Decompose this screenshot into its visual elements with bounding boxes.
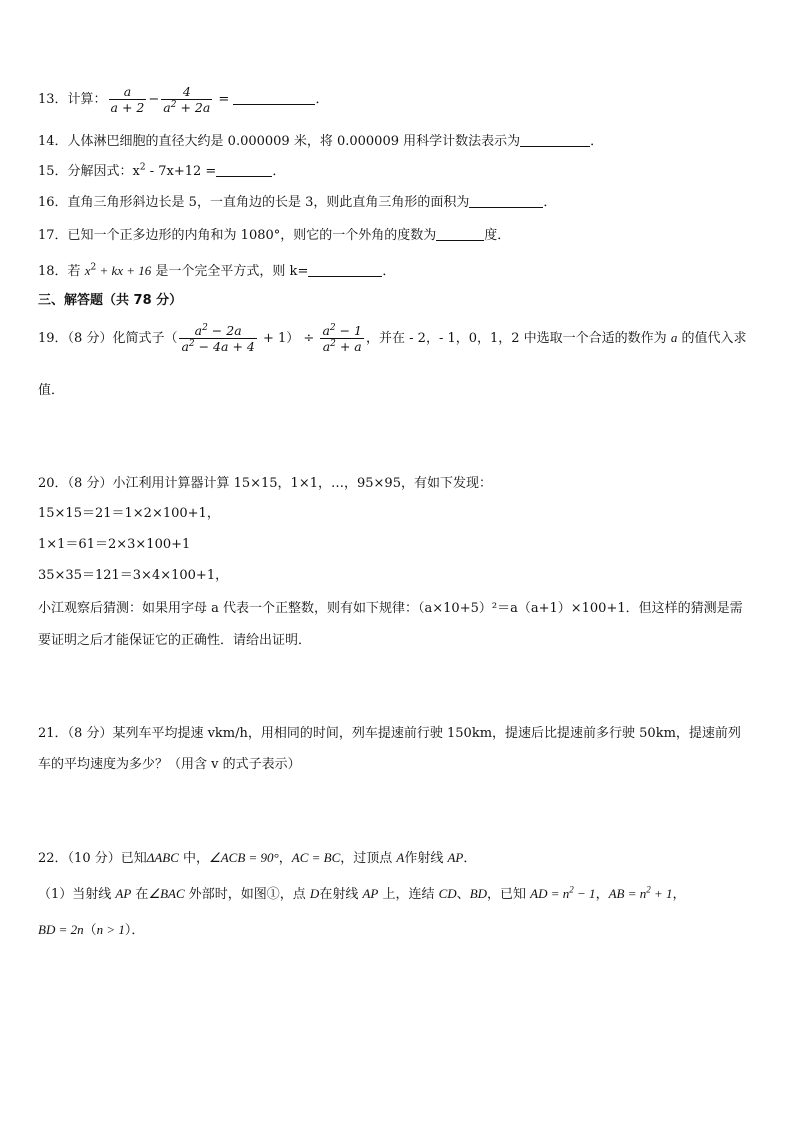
- q17-text: 17．已知一个正多边形的内角和为 1080°，则它的一个外角的度数为: [38, 228, 437, 243]
- q22-text-e: ．: [463, 851, 477, 866]
- q19-f1-numerator: $a^2 - 2a$: [179, 323, 256, 339]
- question-20-line-1: 20．（8 分）小江利用计算器计算 15×15，1×1，…，95×95，有如下发现：: [38, 476, 492, 491]
- q22-s1-cd: CD: [438, 886, 457, 901]
- q22-bd-eq: BD = 2n: [38, 922, 84, 937]
- question-22-line-1: [38, 849, 476, 868]
- q19-f2-numerator: $a^2 - 1$: [322, 322, 363, 338]
- q22-text-c: ，过顶点: [340, 851, 397, 866]
- question-20-line-4: 35×35＝121＝3×4×100+1，: [38, 568, 229, 583]
- q19-f2-denominator: $a^2 + a$: [322, 338, 362, 354]
- q18-expr-x: x: [84, 263, 91, 278]
- q22-s1-ab: AB = n: [608, 886, 647, 901]
- q18-mid: 是一个完全平方式，则 k=: [151, 264, 309, 279]
- q22-s1-ad: AD = n: [530, 886, 570, 901]
- q22-s1-g: ，已知: [487, 887, 531, 902]
- q13-f2-den-a: a: [163, 100, 171, 115]
- q22-ac-eq-bc: AC = BC: [291, 850, 341, 865]
- q15-rest: - 7x+12 =: [145, 164, 217, 179]
- q17-answer-blank[interactable]: [436, 226, 484, 241]
- q22-triangle: ΔABC: [146, 850, 179, 865]
- q22-text-d: 作射线: [404, 851, 448, 866]
- q22-s1-e: 上，连结: [378, 887, 439, 902]
- q19-plus-one: + 1）: [258, 331, 300, 346]
- q17-suffix: 度．: [484, 228, 511, 243]
- q22-paren-open: （: [83, 923, 97, 938]
- q22-s1-h: ，: [595, 887, 609, 902]
- q22-s1-bd: BD: [469, 886, 488, 901]
- q18-expr-rest: + kx + 16: [96, 263, 152, 278]
- q22-n-condition: n > 1: [96, 922, 125, 937]
- q22-text-b: ，: [278, 851, 292, 866]
- section-3-heading: 三、解答题（共 78 分）: [38, 293, 183, 308]
- q19-f1-den-b: − 4a + 4: [194, 339, 255, 354]
- q19-f1-den-a: a: [181, 339, 189, 354]
- q22-s1-angle: ∠BAC: [148, 886, 185, 901]
- q22-s1-d: 在射线: [319, 887, 363, 902]
- q16-suffix: ．: [543, 195, 557, 210]
- q13-fraction-1: [109, 84, 147, 115]
- question-20-line-6: 要证明之后才能保证它的正确性．请给出证明．: [38, 633, 312, 648]
- q19-suffix: 的值代入求: [677, 331, 747, 346]
- question-20-line-2: 15×15＝21＝1×2×100+1，: [38, 506, 220, 521]
- q13-f2-denominator: $a^2 + 2a$: [163, 99, 211, 115]
- q22-s1-ab-rest: + 1: [650, 886, 673, 901]
- q13-label: 13．计算：: [38, 92, 107, 107]
- q19-f1-denominator: $a^2 - 4a + 4$: [181, 338, 255, 354]
- q13-answer-blank[interactable]: [233, 90, 315, 105]
- q22-point-a: A: [396, 850, 405, 865]
- question-21-line-1: 21．（8 分）某列车平均提速 vkm/h，用相同的时间，列车提速前行驶 150km，提速后比提速前多行驶 50km，提速前列: [38, 726, 741, 741]
- q19-f2-den-a: a: [322, 339, 331, 354]
- q22-s1-b: 在: [131, 887, 149, 902]
- q14-answer-blank[interactable]: [520, 132, 590, 147]
- q14-suffix: ．: [590, 134, 604, 149]
- q15-answer-blank[interactable]: [216, 162, 272, 177]
- q19-f1-num-a: a: [194, 323, 203, 338]
- question-19-line-2: 值．: [38, 383, 65, 398]
- q19-f1-num-b: − 2a: [207, 323, 242, 338]
- question-18: 18．若 $x^2$ + kx + 16 是一个完全平方式，则 k= ．: [38, 262, 396, 279]
- q22-s1-ray: AP: [115, 886, 132, 901]
- q19-var-a: a: [670, 330, 678, 345]
- q16-text: 16．直角三角形斜边长是 5，一直角边的长是 3，则此直角三角形的面积为: [38, 195, 470, 210]
- q13-f2-numerator: 4: [161, 84, 212, 100]
- q13-minus: −: [148, 92, 160, 107]
- q15-suffix: ．: [272, 164, 286, 179]
- q19-f2-den-b: + a: [335, 339, 362, 354]
- q22-s1-ray-2: AP: [362, 886, 379, 901]
- question-13: [38, 84, 328, 115]
- q22-text-a: 中，: [178, 851, 210, 866]
- q19-mid: ，并在 - 2，- 1，0，1，2 中选取一个合适的数作为: [366, 331, 671, 346]
- q16-answer-blank[interactable]: [469, 193, 543, 208]
- q22-s1-c: 外部时，如图①，点: [184, 887, 310, 902]
- q19-f2-num-a: a: [322, 323, 330, 338]
- question-20-line-5: 小江观察后猜测：如果用字母 a 代表一个正整数，则有如下规律：（a×10+5）²＝a（a+1）×100+1．但这样的猜测是需: [38, 601, 743, 616]
- q19-f2-num-b: − 1: [335, 323, 363, 338]
- q22-angle: ∠ACB = 90°: [209, 850, 279, 865]
- q13-f1-denominator: a + 2: [110, 100, 145, 115]
- question-22-line-3: [38, 921, 144, 940]
- question-19: [38, 323, 746, 354]
- q22-prefix: 22．（10 分）已知: [38, 851, 147, 866]
- q13-fraction-2: [161, 84, 212, 115]
- q22-s1-i: ，: [672, 887, 686, 902]
- question-16: [38, 193, 556, 212]
- q13-equals: =: [214, 92, 234, 107]
- q19-fraction-1: [179, 323, 256, 354]
- q19-fraction-2: [320, 323, 364, 354]
- q22-s1-ad-rest: − 1: [573, 886, 596, 901]
- q19-prefix: 19．（8 分）化简式子（: [38, 331, 178, 346]
- q18-answer-blank[interactable]: [308, 262, 382, 277]
- q13-f1-numerator: a: [109, 84, 147, 100]
- q22-s1-point-d: D: [309, 886, 320, 901]
- q15-prefix: 15．分解因式：x: [38, 164, 140, 179]
- q13-f2-den-rest: + 2a: [176, 100, 211, 115]
- q18-prefix: 18．若: [38, 264, 85, 279]
- q13-suffix: ．: [315, 92, 329, 107]
- question-22-line-2: （1）当射线 AP 在∠BAC 外部时，如图①，点 D在射线 AP 上，连结 CD、BD，已知 AD = $n^2 - 1$，AB = $n^2 + 1$，: [38, 884, 686, 902]
- q22-paren-close: ）．: [124, 923, 145, 938]
- question-21-line-2: 车的平均速度为多少？（用含 v 的式子表示）: [38, 757, 301, 772]
- q19-divide: ÷: [299, 331, 319, 346]
- q22-s1-f: 、: [456, 887, 470, 902]
- question-15: 15．分解因式：$x^2 - 7x+12$ = ．: [38, 162, 286, 179]
- question-20-line-3: 1×1＝61＝2×3×100+1: [38, 537, 191, 552]
- q18-suffix: ．: [382, 264, 396, 279]
- q14-text: 14．人体淋巴细胞的直径大约是 0.000009 米，将 0.000009 用科学计数法表示为: [38, 134, 521, 149]
- q22-s1-a: （1）当射线: [38, 887, 116, 902]
- question-14: [38, 132, 603, 151]
- q22-ray-ap: AP: [447, 850, 464, 865]
- question-17: [38, 226, 510, 245]
